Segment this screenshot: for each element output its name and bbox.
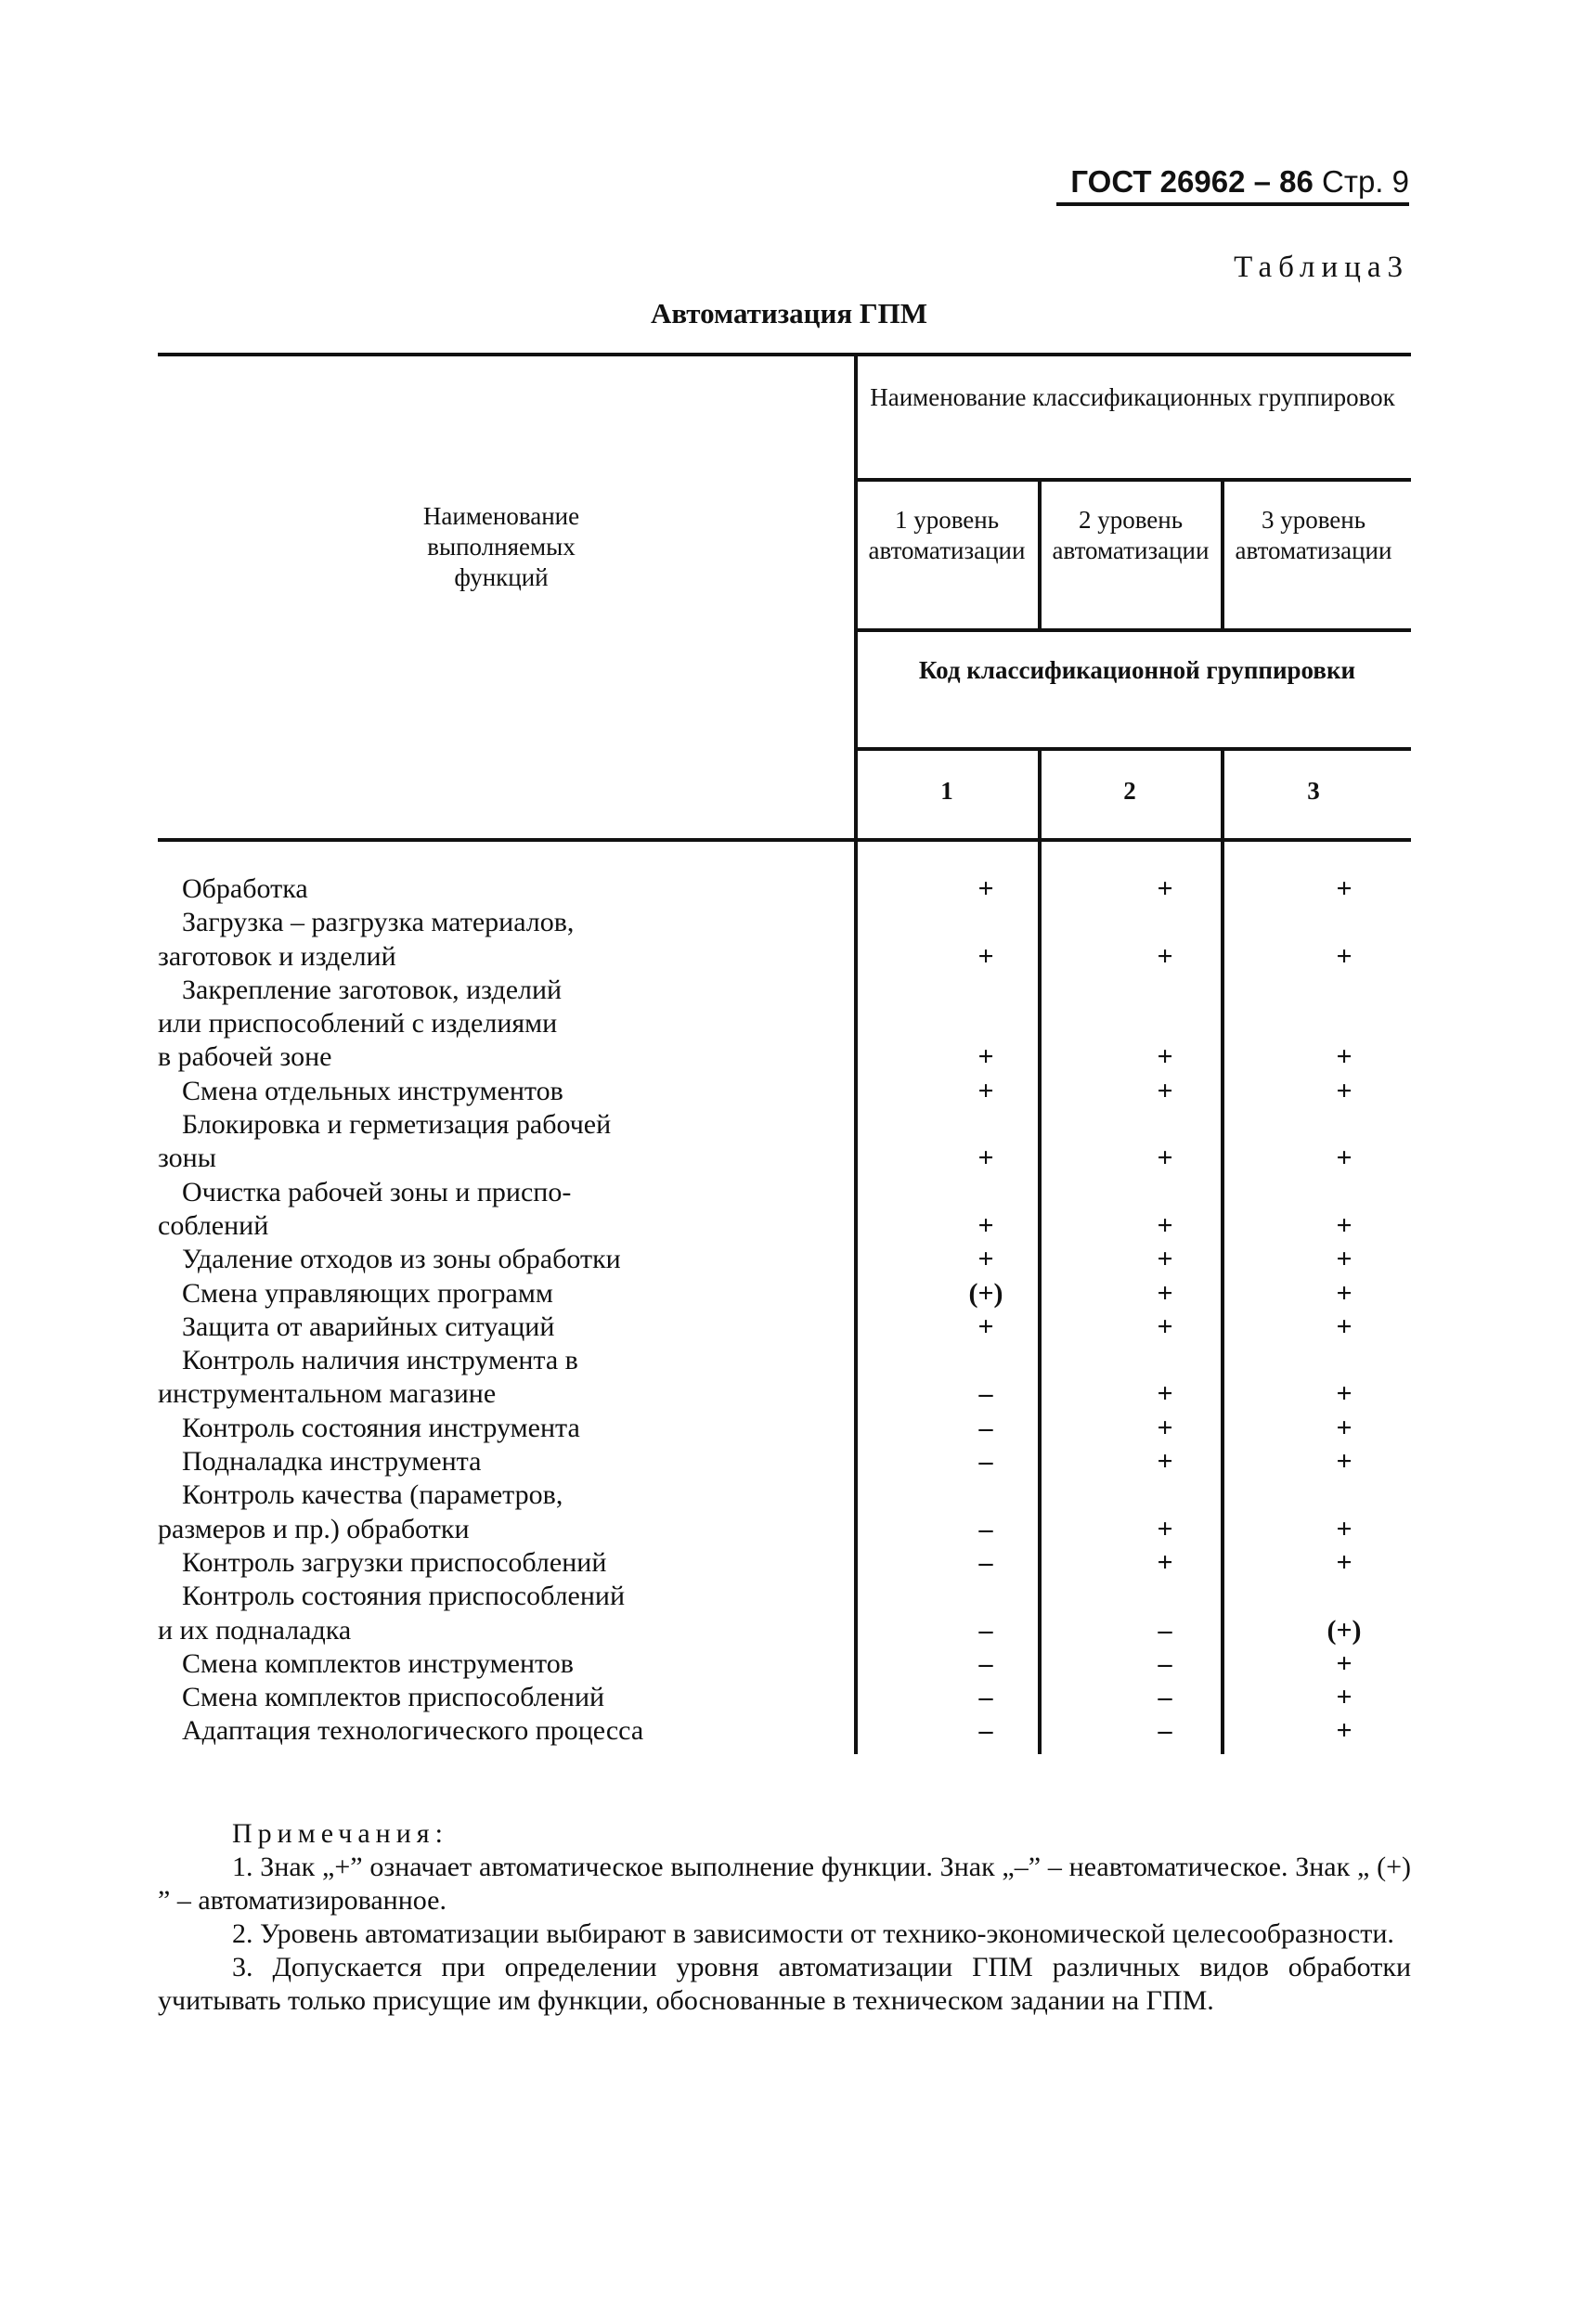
table-row	[158, 1310, 1420, 1344]
level-3-mark: +	[1336, 1715, 1353, 1747]
table-row	[158, 1108, 1420, 1142]
level-2-mark: –	[1158, 1715, 1172, 1747]
table-row	[158, 1075, 1420, 1108]
level-2-mark: +	[1157, 1143, 1173, 1174]
level-1-mark: +	[977, 1244, 994, 1275]
function-text: Контроль наличия инструмента в	[182, 1345, 578, 1376]
table-body	[158, 872, 1420, 1749]
level-2-mark: +	[1157, 1378, 1173, 1410]
document-code: ГОСТ 26962 – 86	[1070, 164, 1314, 199]
table-row	[158, 1277, 1420, 1310]
table-label: Таблица3	[1234, 251, 1409, 284]
table-row	[158, 872, 1420, 906]
notes	[158, 1817, 1411, 2018]
levels-rule	[854, 628, 1411, 632]
function-text: Смена управляющих программ	[182, 1277, 553, 1309]
table-title: Автоматизация ГПМ	[650, 297, 928, 329]
level-3-mark: +	[1336, 1041, 1353, 1073]
level-1-header: 1 уровень автоматизации	[868, 506, 1026, 564]
level-1-mark: +	[977, 873, 994, 904]
table-row	[158, 1478, 1420, 1512]
level-1-mark: +	[977, 940, 994, 972]
level-2-mark: +	[1157, 1513, 1173, 1544]
code-1: 1	[940, 777, 953, 805]
function-text: и их подналадка	[158, 1614, 352, 1646]
table-row	[158, 1445, 1420, 1478]
level-3-mark: (+)	[1327, 1614, 1362, 1646]
level-3-mark: +	[1336, 1546, 1353, 1578]
note-2: 2. Уровень автоматизации выбирают в зависимости от технико-экономической целесообразности.	[232, 1918, 1394, 1949]
table-row	[158, 906, 1420, 939]
page-number: Стр. 9	[1322, 164, 1409, 199]
table-row	[158, 1546, 1420, 1580]
function-text: Контроль состояния приспособлений	[182, 1581, 626, 1612]
level-2-mark: +	[1157, 1209, 1173, 1241]
table-row	[158, 1614, 1420, 1647]
table-row	[158, 1344, 1420, 1377]
level-3-mark: +	[1336, 1682, 1353, 1713]
code-2: 2	[1123, 777, 1136, 805]
function-text: или приспособлений с изделиями	[158, 1008, 558, 1039]
code-3: 3	[1307, 777, 1320, 805]
level-3-mark: +	[1336, 940, 1353, 972]
level-1-mark: –	[978, 1412, 993, 1443]
level-2-mark: +	[1157, 1446, 1173, 1478]
level-3-mark: +	[1336, 1209, 1353, 1241]
level-3-mark: +	[1336, 1647, 1353, 1679]
function-text: Удаление отходов из зоны обработки	[182, 1244, 621, 1275]
page-header	[1056, 163, 1409, 206]
level-3-mark: +	[1336, 1310, 1353, 1342]
function-column-header: Наименование выполняемых функций	[422, 502, 580, 591]
function-text: зоны	[158, 1143, 216, 1174]
function-text: размеров и пр.) обработки	[158, 1513, 470, 1544]
level-1-mark: +	[977, 1209, 994, 1241]
function-text: Блокировка и герметизация рабочей	[182, 1109, 612, 1141]
code-title-header: Код классификационной группировки	[918, 656, 1356, 684]
table-row	[158, 1513, 1420, 1546]
level-1-mark: –	[978, 1647, 993, 1679]
note-3: 3. Допускается при определении уровня автоматизации ГПМ различных видов обработки учитывать только присущие им функции, обоснованные в техническом задании на ГПМ.	[158, 1952, 1411, 2016]
level-2-header: 2 уровень автоматизации	[1052, 506, 1210, 564]
level-3-mark: +	[1336, 1075, 1353, 1106]
level-2-mark: +	[1157, 1075, 1173, 1106]
table-row	[158, 1412, 1420, 1445]
table-row	[158, 1176, 1420, 1209]
level-2-mark: +	[1157, 1412, 1173, 1443]
function-text: Обработка	[182, 873, 308, 904]
level-1-mark: –	[978, 1546, 993, 1578]
level-3-header: 3 уровень автоматизации	[1235, 506, 1392, 564]
table-row	[158, 1209, 1420, 1243]
level-1-mark: –	[978, 1715, 993, 1747]
table-row	[158, 1142, 1420, 1175]
function-text: Подналадка инструмента	[182, 1446, 482, 1478]
table-row	[158, 1007, 1420, 1040]
level-2-mark: +	[1157, 1310, 1173, 1342]
level-2-mark: +	[1157, 1277, 1173, 1309]
level-2-mark: +	[1157, 1244, 1173, 1275]
level-2-mark: –	[1158, 1614, 1172, 1646]
level-1-mark: +	[977, 1143, 994, 1174]
level-1-mark: (+)	[968, 1277, 1003, 1309]
code-title-rule	[854, 747, 1411, 751]
level-1-mark: +	[977, 1041, 994, 1073]
level-1-mark: –	[978, 1446, 993, 1478]
table-row	[158, 1714, 1420, 1748]
function-text: Контроль загрузки приспособлений	[182, 1546, 607, 1578]
level-2-mark: +	[1157, 1041, 1173, 1073]
group-name-header: Наименование классификационных группировок	[870, 383, 1395, 411]
level-3-mark: +	[1336, 1143, 1353, 1174]
function-text: Контроль состояния инструмента	[182, 1412, 580, 1443]
level-3-mark: +	[1336, 1513, 1353, 1544]
table-top-rule	[158, 353, 1411, 356]
function-text: Смена комплектов инструментов	[182, 1647, 574, 1679]
table-row	[158, 1243, 1420, 1276]
function-text: Адаптация технологического процесса	[182, 1715, 644, 1747]
level-1-mark: –	[978, 1682, 993, 1713]
level-3-mark: +	[1336, 873, 1353, 904]
group-name-rule	[854, 478, 1411, 482]
table-row	[158, 940, 1420, 974]
level-3-mark: +	[1336, 1244, 1353, 1275]
function-text: Загрузка – разгрузка материалов,	[182, 907, 575, 938]
level-2-mark: –	[1158, 1682, 1172, 1713]
function-text: Смена отдельных инструментов	[182, 1075, 563, 1106]
level-2-mark: –	[1158, 1647, 1172, 1679]
notes-title: Примечания:	[232, 1818, 448, 1849]
table-row	[158, 1040, 1420, 1074]
level-3-mark: +	[1336, 1446, 1353, 1478]
level-3-mark: +	[1336, 1412, 1353, 1443]
function-text: Смена комплектов приспособлений	[182, 1682, 605, 1713]
level-1-mark: +	[977, 1075, 994, 1106]
function-text: соблений	[158, 1209, 269, 1241]
function-text: Закрепление заготовок, изделий	[182, 974, 563, 1005]
level-1-mark: +	[977, 1310, 994, 1342]
table-row	[158, 1580, 1420, 1613]
function-text: Очистка рабочей зоны и приспо-	[182, 1176, 572, 1207]
level-2-mark: +	[1157, 873, 1173, 904]
level-1-mark: –	[978, 1378, 993, 1410]
note-1: 1. Знак „+” означает автоматическое выполнение функции. Знак „–” – неавтоматическое. Знак „ (+) ” – автоматизированное.	[158, 1852, 1411, 1916]
table-row	[158, 1377, 1420, 1411]
table-row	[158, 974, 1420, 1007]
levels-divider-2	[1221, 478, 1224, 628]
level-2-mark: +	[1157, 940, 1173, 972]
function-text: инструментальном магазине	[158, 1378, 497, 1410]
level-3-mark: +	[1336, 1277, 1353, 1309]
table-row	[158, 1647, 1420, 1681]
function-text: Контроль качества (параметров,	[182, 1479, 563, 1511]
levels-divider-1	[1038, 478, 1042, 628]
level-1-mark: –	[978, 1614, 993, 1646]
function-text: в рабочей зоне	[158, 1041, 332, 1073]
level-2-mark: +	[1157, 1546, 1173, 1578]
function-text: Защита от аварийных ситуаций	[182, 1310, 555, 1342]
level-1-mark: –	[978, 1513, 993, 1544]
level-3-mark: +	[1336, 1378, 1353, 1410]
table-row	[158, 1681, 1420, 1714]
function-text: заготовок и изделий	[158, 940, 396, 972]
